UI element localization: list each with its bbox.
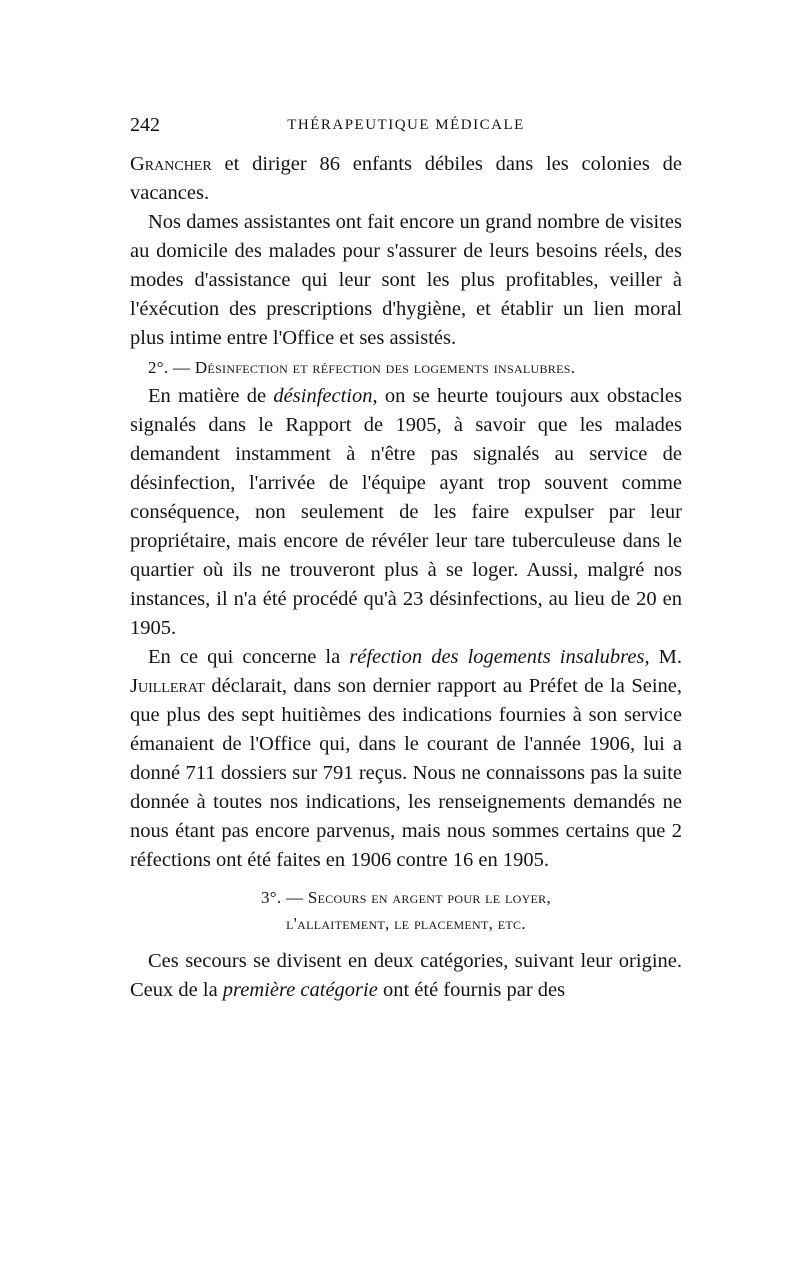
- paragraph-desinfection: [130, 382, 682, 643]
- paragraph-continuation-text: et diriger 86 enfants débiles dans les colonies de vacances.: [130, 153, 682, 204]
- page-number: 242: [130, 114, 160, 136]
- paragraph-secours-text-b: ont été fournis par des: [377, 979, 566, 1001]
- section-2-number: 2°. —: [148, 358, 195, 377]
- section-heading-2: [130, 353, 682, 382]
- running-title: THÉRAPEUTIQUE MÉDICALE: [287, 117, 525, 133]
- author-name-juillerat: Juillerat: [130, 675, 205, 697]
- paragraph-refection-text-c: déclarait, dans son dernier rapport au Préfet de la Seine, que plus des sept huitièmes des indications fournies à son service émanaient de l'Office qui, dans le courant de l'année 1906, lui a donné 711 dossiers sur 791 reçus. Nous ne connaissons pas la suite donnée à toutes nos indications, les renseignements demandés ne nous étant pas encore parvenus, mais nous sommes certains que 2 réfections ont été faites en 1906 contre 16 en 1905.: [130, 675, 682, 871]
- author-name-grancher: Grancher: [130, 153, 212, 175]
- emphasis-desinfection: désinfection: [273, 385, 373, 407]
- section-3-line-2: l'allaitement, le placement, etc.: [286, 914, 526, 933]
- paragraph-secours: [130, 947, 682, 1005]
- section-heading-3: [130, 885, 682, 937]
- paragraph-refection-text-a: En ce qui concerne la: [148, 646, 350, 668]
- paragraph-refection: [130, 643, 682, 875]
- running-header: [130, 114, 682, 138]
- section-3-number: 3°. —: [260, 888, 308, 907]
- paragraph-refection-text-b: , M.: [644, 646, 682, 668]
- section-2-title: Désinfection et réfection des logements insalubres.: [194, 358, 576, 377]
- text-block: [130, 150, 682, 1005]
- section-3-title-line-1: Secours en argent pour le loyer,: [307, 888, 552, 907]
- section-3-line-1: [130, 885, 682, 911]
- paragraph-continuation: [130, 150, 682, 208]
- paragraph-desinfection-text-b: , on se heurte toujours aux obstacles signalés dans le Rapport de 1905, à savoir que les malades demandent instamment à n'être pas signalés au service de désinfection, l'arrivée de l'équipe ayant trop souvent comme conséquence, non seulement de les faire expulser par leur propriétaire, mais encore de révéler leur tare tuberculeuse dans le quartier où ils ne trouveront plus à se loger. Aussi, malgré nos instances, il n'a été procédé qu'à 23 désinfections, au lieu de 20 en 1905.: [130, 385, 683, 639]
- paragraph-assistantes: Nos dames assistantes ont fait encore un grand nombre de visites au domicile des malades pour s'assurer de leurs besoins réels, des modes d'assistance qui leur sont les plus profitables, veiller à l'éxécution des prescriptions d'hygiène, et établir un lien moral plus intime entre l'Office et ses assistés.: [130, 211, 682, 349]
- emphasis-refection: réfection des logements insalubres: [349, 646, 645, 668]
- paragraph-desinfection-text-a: En matière de: [148, 385, 274, 407]
- emphasis-premiere-categorie: première catégorie: [222, 979, 378, 1001]
- paragraph-secours-text-a: Ces secours se divisent en deux catégories, suivant leur origine. Ceux de la: [130, 950, 682, 1001]
